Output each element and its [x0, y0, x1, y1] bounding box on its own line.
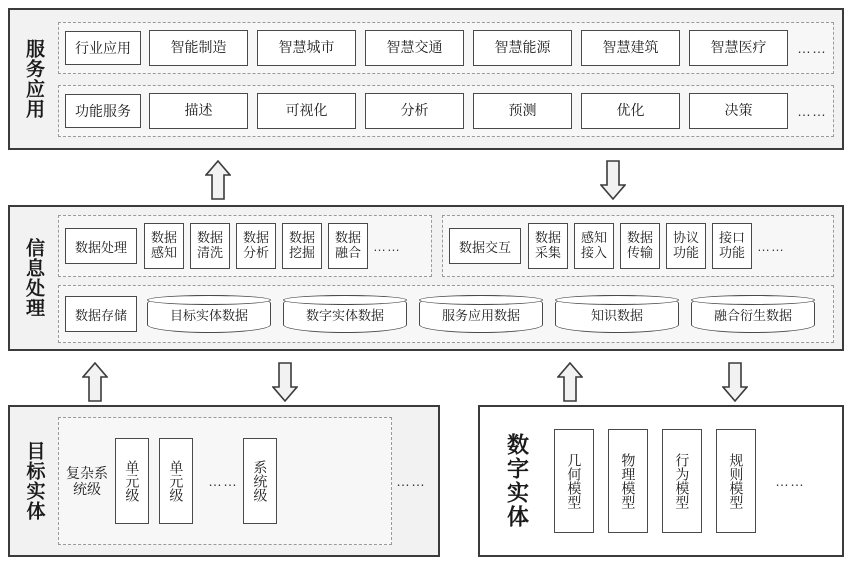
- industry-cell-smart-city[interactable]: 智慧城市: [257, 30, 356, 66]
- storage-cell-digital-entity-data[interactable]: [283, 295, 407, 333]
- digital-cell-geometry-model[interactable]: 几何模型: [554, 429, 594, 533]
- processing-cell-analysis[interactable]: 数据分析: [236, 223, 276, 269]
- info-layer-title: 信息处理: [22, 238, 44, 318]
- function-cell-analysis[interactable]: 分析: [365, 93, 464, 129]
- digital-down-arrow: [722, 362, 748, 402]
- processing-cell-mining[interactable]: 数据挖掘: [282, 223, 322, 269]
- data-storage-group: [58, 285, 834, 343]
- target-entity-body: [58, 417, 430, 545]
- info-layer-body: [56, 207, 842, 349]
- target-cell-unit-level-1[interactable]: 单元级: [115, 438, 149, 524]
- digital-entity-layer: [478, 405, 844, 557]
- storage-cell-target-entity-data-text: 目标实体数据: [169, 307, 248, 323]
- function-cell-optimization[interactable]: 优化: [581, 93, 680, 129]
- service-up-arrow: [205, 160, 231, 200]
- industry-cell-smart-energy[interactable]: 智慧能源: [473, 30, 572, 66]
- industry-application-row: [58, 22, 834, 74]
- target-down-arrow: [272, 362, 298, 402]
- storage-cell-digital-entity-data-text: 数字实体数据: [305, 307, 384, 323]
- exchange-cell-perception-access[interactable]: 感知接入: [574, 223, 614, 269]
- target-inner-ellipsis: ……: [208, 473, 238, 489]
- service-layer-body: [56, 10, 842, 148]
- storage-cell-service-application-data[interactable]: [419, 295, 543, 333]
- service-layer-title: 服务应用: [22, 39, 44, 119]
- digital-ellipsis: ……: [775, 473, 805, 489]
- digital-cell-physics-model[interactable]: 物理模型: [608, 429, 648, 533]
- exchange-ellipsis: ……: [757, 238, 785, 254]
- storage-cell-fusion-derived-data-text: 融合衍生数据: [713, 307, 792, 323]
- data-processing-label: 数据处理: [65, 228, 137, 264]
- target-entity-title: 目标实体: [23, 441, 45, 521]
- digital-cell-behavior-model[interactable]: 行为模型: [662, 429, 702, 533]
- storage-cell-target-entity-data[interactable]: [147, 295, 271, 333]
- target-outer-ellipsis: ……: [396, 473, 426, 489]
- exchange-cell-collection[interactable]: 数据采集: [528, 223, 568, 269]
- processing-cell-sensing[interactable]: 数据感知: [144, 223, 184, 269]
- information-processing-layer: [8, 205, 844, 351]
- data-exchange-group: [442, 215, 834, 277]
- function-cell-description[interactable]: 描述: [149, 93, 248, 129]
- complex-system-group: [58, 417, 392, 545]
- storage-cell-fusion-derived-data[interactable]: [691, 295, 815, 333]
- complex-system-label: 复杂系统级: [66, 464, 108, 497]
- exchange-cell-interface[interactable]: 接口功能: [712, 223, 752, 269]
- service-down-arrow: [600, 160, 626, 200]
- industry-cell-smart-manufacturing[interactable]: 智能制造: [149, 30, 248, 66]
- functional-service-group: [58, 85, 834, 137]
- industry-cell-smart-transport[interactable]: 智慧交通: [365, 30, 464, 66]
- processing-cell-cleaning[interactable]: 数据清洗: [190, 223, 230, 269]
- function-cell-visualization[interactable]: 可视化: [257, 93, 356, 129]
- target-entity-layer: [8, 405, 440, 557]
- storage-cell-service-application-data-text: 服务应用数据: [441, 307, 520, 323]
- function-cell-prediction[interactable]: 预测: [473, 93, 572, 129]
- target-cell-system-level[interactable]: 系统级: [243, 438, 277, 524]
- data-exchange-label: 数据交互: [449, 228, 521, 264]
- storage-cell-knowledge-data[interactable]: [555, 295, 679, 333]
- functional-service-label: 功能服务: [65, 94, 141, 128]
- industry-application-group: [58, 22, 834, 74]
- exchange-cell-protocol[interactable]: 协议功能: [666, 223, 706, 269]
- industry-cell-smart-healthcare[interactable]: 智慧医疗: [689, 30, 788, 66]
- digital-entity-body: [554, 407, 842, 555]
- industry-ellipsis: ……: [797, 39, 827, 56]
- processing-cell-fusion[interactable]: 数据融合: [328, 223, 368, 269]
- digital-cell-rule-model[interactable]: 规则模型: [716, 429, 756, 533]
- target-cell-unit-level-2[interactable]: 单元级: [159, 438, 193, 524]
- industry-cell-smart-building[interactable]: 智慧建筑: [581, 30, 680, 66]
- target-up-arrow: [82, 362, 108, 402]
- data-processing-group: [58, 215, 432, 277]
- service-application-layer: [8, 8, 844, 150]
- functional-service-row: [58, 85, 834, 137]
- digital-entity-title: 数字实体: [504, 433, 530, 529]
- processing-ellipsis: ……: [373, 238, 401, 254]
- info-top-row: [58, 213, 834, 279]
- function-ellipsis: ……: [797, 102, 827, 119]
- data-storage-label: 数据存储: [65, 296, 137, 332]
- industry-application-label: 行业应用: [65, 31, 141, 65]
- digital-up-arrow: [557, 362, 583, 402]
- exchange-cell-transmission[interactable]: 数据传输: [620, 223, 660, 269]
- storage-cell-knowledge-data-text: 知识数据: [590, 307, 643, 323]
- function-cell-decision[interactable]: 决策: [689, 93, 788, 129]
